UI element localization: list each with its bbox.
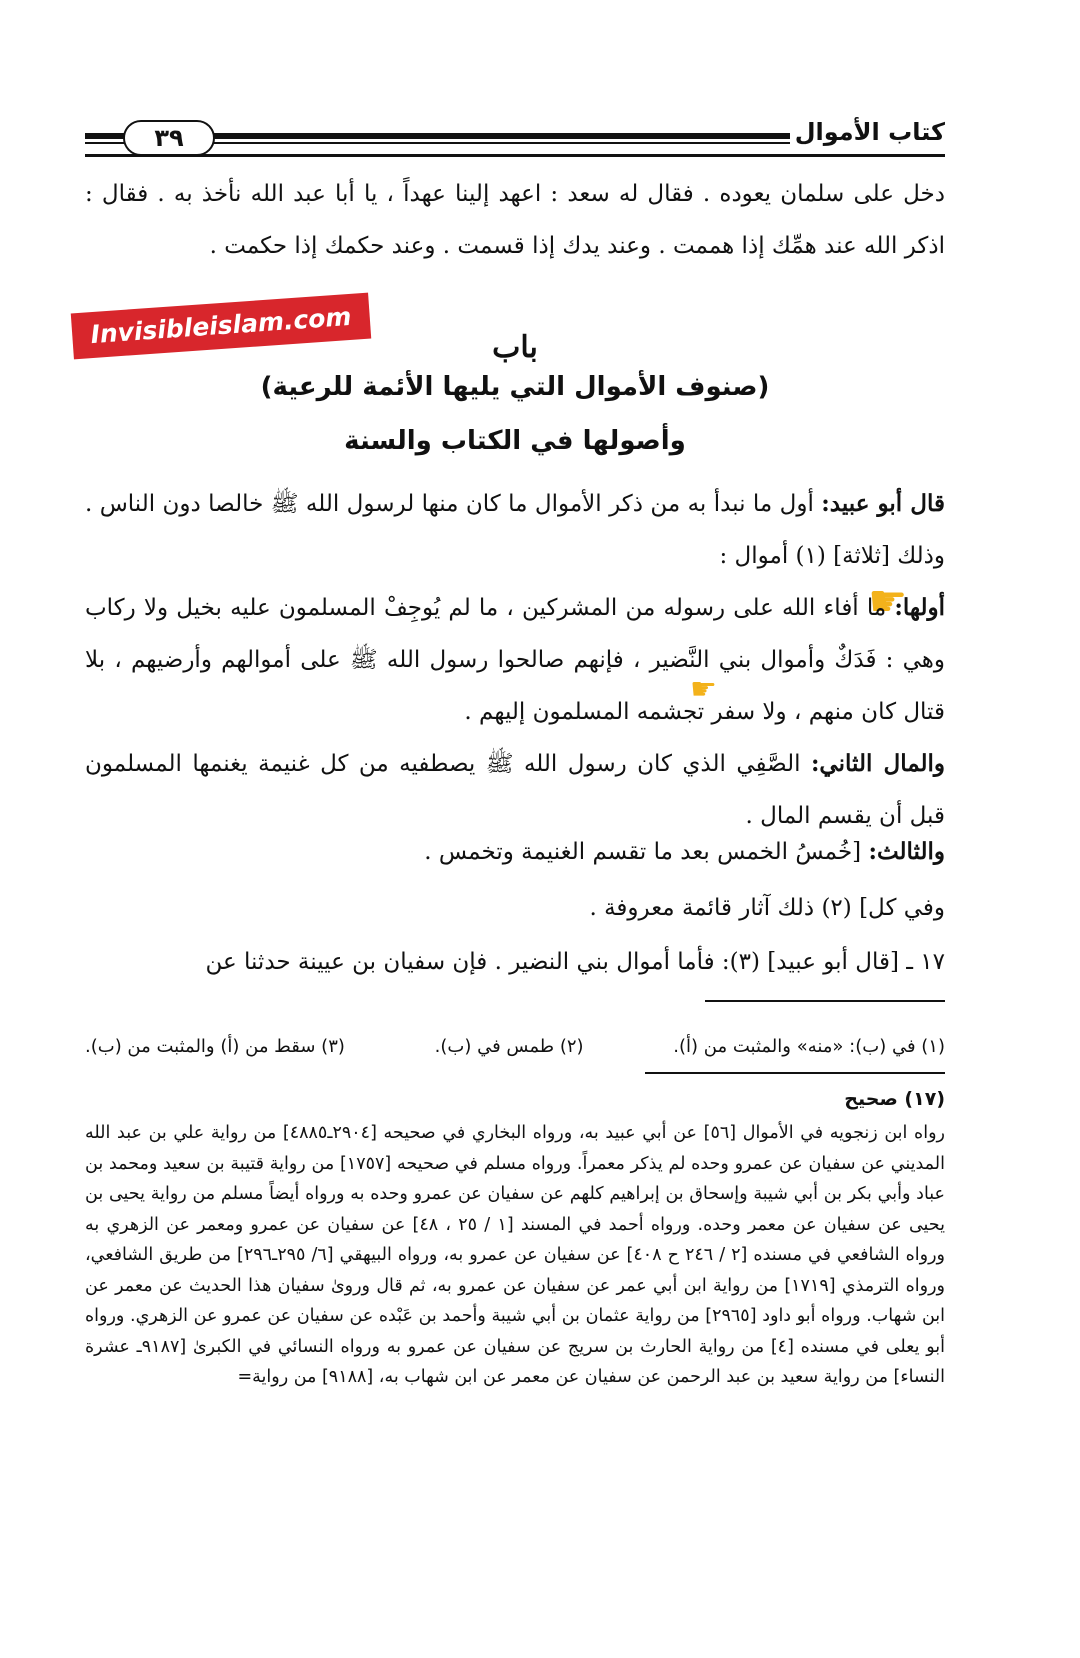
hadith-grade-label: (١٧) صحيح	[844, 1088, 945, 1110]
footnote-separator	[705, 1000, 945, 1002]
paragraph-hadith-17: ١٧ ـ [قال أبو عبيد] (٣): فأما أموال بني النضير . فإن سفيان بن عيينة حدثنا عن	[205, 949, 945, 975]
paragraph-text: الصَّفِي الذي كان رسول الله ﷺ يصطفيه من كل غنيمة يغنمها المسلمون قبل أن يقسم المال .	[85, 751, 945, 829]
paragraph-lead: أولها:	[894, 594, 946, 621]
takhrij-separator	[645, 1072, 945, 1074]
page-header	[85, 118, 945, 162]
chapter-heading-1: (صنوف الأموال التي يليها الأئمة للرعية)	[260, 372, 770, 402]
header-rule-main	[85, 154, 945, 157]
paragraph-text: [خُمسُ الخمس بعد ما تقسم الغنيمة وتخمس .	[424, 839, 862, 865]
paragraph-first	[85, 576, 946, 738]
watermark-badge: Invisibleislam.com	[71, 293, 371, 360]
paragraph-text: أول ما نبدأ به من ذكر الأموال ما كان منها لرسول الله ﷺ خالصا دون الناس . وذلك [ثلاثة] (١) أموال :	[85, 491, 945, 569]
footnote-1: (١) في (ب): «منه» والمثبت من (أ).	[673, 1036, 945, 1057]
page-number: ٣٩	[123, 120, 215, 156]
hadith-takhrij-text: رواه ابن زنجويه في الأموال [٥٦] عن أبي عبيد به، ورواه البخاري في صحيحه [٢٩٠٤ـ٤٨٨٥] من رواية علي بن عبد الله المديني عن سفيان عن عمرو وحده لم يذكر معمراً. ورواه مسلم في صحيحه [١٧٥٧] من رواية قتيبة بن سعيد ومحمد بن عباد وأبي بكر بن أبي شيبة وإسحاق بن إبراهيم كلهم عن سفيان عن عمرو وحده به ورواه أيضاً مسلم من رواية يحيى بن يحيى عن سفيان عن معمر وحده. ورواه أحمد في المسند [١ / ٢٥ ، ٤٨] عن سفيان عن عمرو ومعمر عن الزهري به ورواه الشافعي في مسنده [٢ / ٢٤٦ ح ٤٠٨] عن سفيان عن عمرو به، ورواه البيهقي [٦/ ٢٩٥ـ٢٩٦] من طريق الشافعي، ورواه الترمذي [١٧١٩] من رواية ابن أبي عمر عن سفيان عن عمرو به، ثم قال وروىٰ سفيان هذا الحديث عن معمر عن ابن شهاب. ورواه أبو داود [٢٩٦٥] من رواية عثمان بن أبي شيبة وأحمد بن عَبْده عن سفيان عن عمرو عن الزهري. ورواه أبو يعلى في مسنده [٤] من رواية الحارث بن سريج عن سفيان عن عمرو به ورواه النسائي في الكبرىٰ [٩١٨٧ـ عشرة النساء] من رواية سعيد بن عبد الرحمن عن سفيان عن معمر عن ابن شهاب به، [٩١٨٨] من رواية=	[85, 1123, 946, 1387]
intro-paragraph: دخل على سلمان يعوده . فقال له سعد : اعهد إلينا عهداً ، يا أبا عبد الله نأخذ به . فقال : اذكر الله عند همِّك إذا هممت . وعند يدك إذا قسمت . وعند حكمك إذا حكمت .	[85, 181, 945, 259]
paragraph-lead: قال أبو عبيد:	[821, 490, 946, 517]
chapter-heading-2: وأصولها في الكتاب والسنة	[344, 426, 686, 456]
pointing-hand-small-icon: ☛	[690, 672, 717, 707]
paragraph-text: ما أفاء الله على رسوله من المشركين ، ما لم يُوجِفْ المسلمون عليه بخيل ولا ركاب وهي : فَدَكٌ وأموال بني النَّضير ، فإنهم صالحوا رسول الله ﷺ على أموالهم وأرضيهم ، بلا قتال كان منهم ، ولا سفر تجشمه المسلمون إليهم .	[85, 595, 945, 725]
footnotes	[85, 1036, 945, 1057]
book-title: كتاب الأموال	[794, 118, 945, 146]
paragraph-lead: والمال الثاني:	[810, 750, 946, 777]
paragraph-abu-ubaid	[85, 478, 945, 582]
pointing-hand-icon: ☛	[868, 576, 908, 627]
footnote-2: (٢) طمس في (ب).	[434, 1036, 584, 1057]
footnote-3: (٣) سقط من (أ) والمثبت من (ب).	[85, 1036, 345, 1057]
paragraph-lead: والثالث:	[868, 838, 945, 865]
paragraph-third	[85, 826, 945, 878]
paragraph-fourth: وفي كل] (٢) ذلك آثار قائمة معروفة .	[589, 895, 945, 921]
chapter-label: باب	[492, 330, 538, 365]
